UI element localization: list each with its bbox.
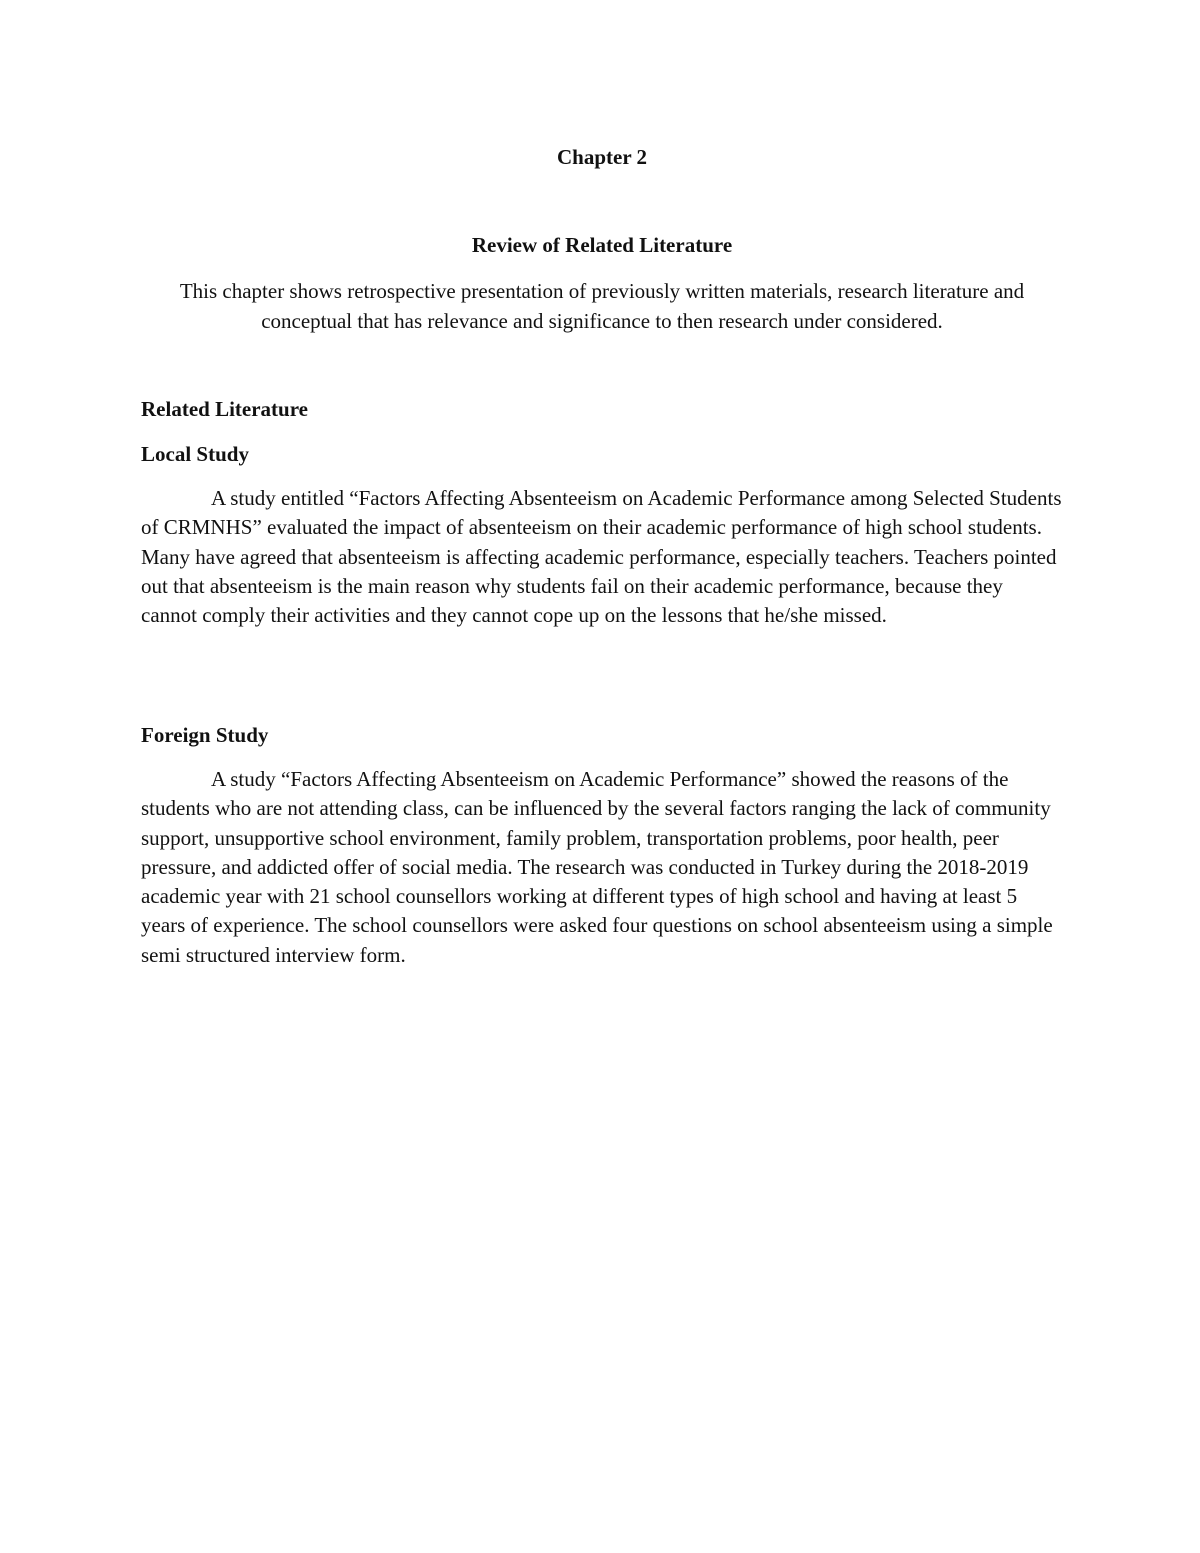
chapter-intro-paragraph: This chapter shows retrospective presentation of previously written materials, research literature and conceptual that has relevance and significance to then research under considered.	[179, 279, 1025, 333]
foreign-study-heading: Foreign Study	[141, 723, 269, 747]
foreign-study-paragraph: A study “Factors Affecting Absenteeism on Academic Performance” showed the reasons of the students who are not attending class, can be influenced by the several factors ranging the lack of community support, unsupportive school environment, family problem, transportation problems, poor health, peer pressure, and addicted offer of social media. The research was conducted in Turkey during the 2018-2019 academic year with 21 school counsellors working at different types of high school and having at least 5 years of experience. The school counsellors were asked four questions on school absenteeism using a simple semi structured interview form.	[141, 767, 1053, 967]
chapter-title: Chapter 2	[556, 145, 648, 169]
section-title: Review of Related Literature	[471, 233, 733, 257]
related-literature-heading: Related Literature	[141, 397, 308, 421]
local-study-heading: Local Study	[141, 442, 249, 466]
local-study-paragraph: A study entitled “Factors Affecting Absenteeism on Academic Performance among Selected Students of CRMNHS” evaluated the impact of absenteeism on their academic performance of high school students. Many have agreed that absenteeism is affecting academic performance, especially teachers. Teachers pointed out that absenteeism is the main reason why students fail on their academic performance, because they cannot comply their activities and they cannot cope up on the lessons that he/she missed.	[141, 486, 1062, 628]
